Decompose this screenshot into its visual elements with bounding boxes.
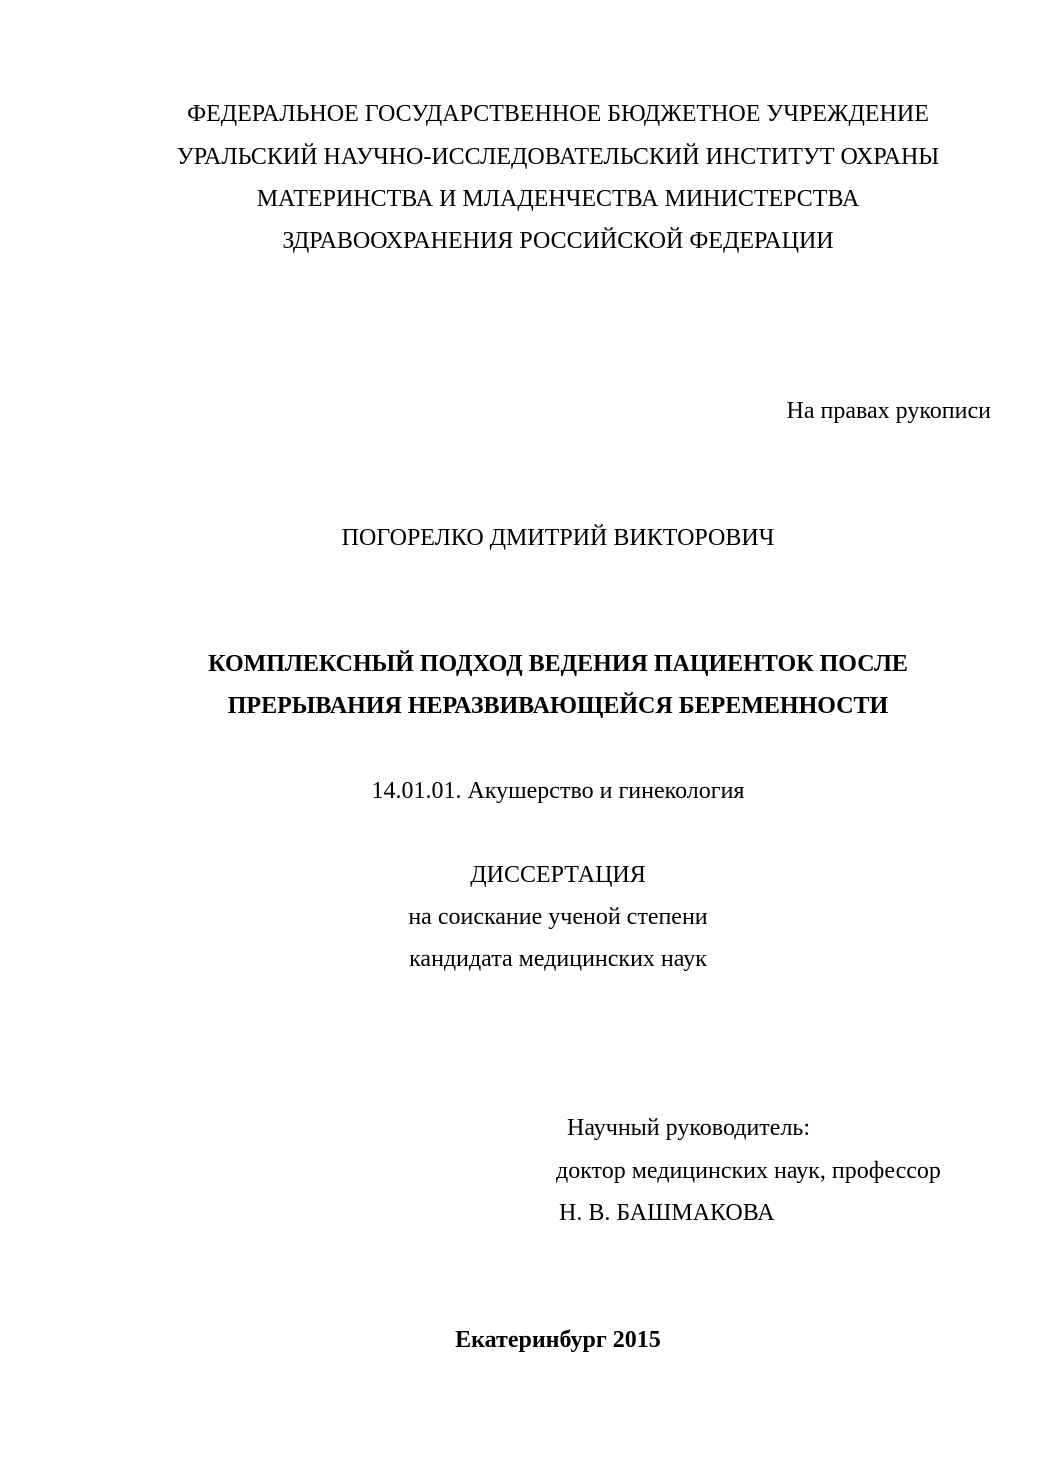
institution-line-4: ЗДРАВООХРАНЕНИЯ РОССИЙСКОЙ ФЕДЕРАЦИИ — [282, 228, 834, 254]
dissertation-title-line-2: ПРЕРЫВАНИЯ НЕРАЗВИВАЮЩЕЙСЯ БЕРЕМЕННОСТИ — [227, 693, 889, 719]
supervisor-credentials: доктор медицинских наук, профессор — [556, 1158, 941, 1184]
degree-type: ДИССЕРТАЦИЯ — [470, 862, 646, 888]
institution-line-1: ФЕДЕРАЛЬНОЕ ГОСУДАРСТВЕННОЕ БЮДЖЕТНОЕ УЧРЕЖДЕНИЕ — [187, 101, 929, 127]
manuscript-note: На правах рукописи — [786, 398, 991, 424]
author-name: ПОГОРЕЛКО ДМИТРИЙ ВИКТОРОВИЧ — [341, 525, 775, 551]
supervisor-name: Н. В. БАШМАКОВА — [559, 1200, 775, 1226]
supervisor-label: Научный руководитель: — [567, 1115, 811, 1141]
institution-line-3: МАТЕРИНСТВА И МЛАДЕНЧЕСТВА МИНИСТЕРСТВА — [256, 186, 860, 212]
degree-line-2: кандидата медицинских наук — [409, 946, 707, 972]
institution-line-2: УРАЛЬСКИЙ НАУЧНО-ИССЛЕДОВАТЕЛЬСКИЙ ИНСТИТУТ ОХРАНЫ — [176, 144, 940, 170]
degree-line-1: на соискание ученой степени — [408, 904, 708, 930]
specialty: 14.01.01. Акушерство и гинекология — [371, 778, 745, 804]
footer-city-year: Екатеринбург 2015 — [455, 1327, 661, 1353]
dissertation-title-line-1: КОМПЛЕКСНЫЙ ПОДХОД ВЕДЕНИЯ ПАЦИЕНТОК ПОСЛЕ — [208, 651, 908, 677]
